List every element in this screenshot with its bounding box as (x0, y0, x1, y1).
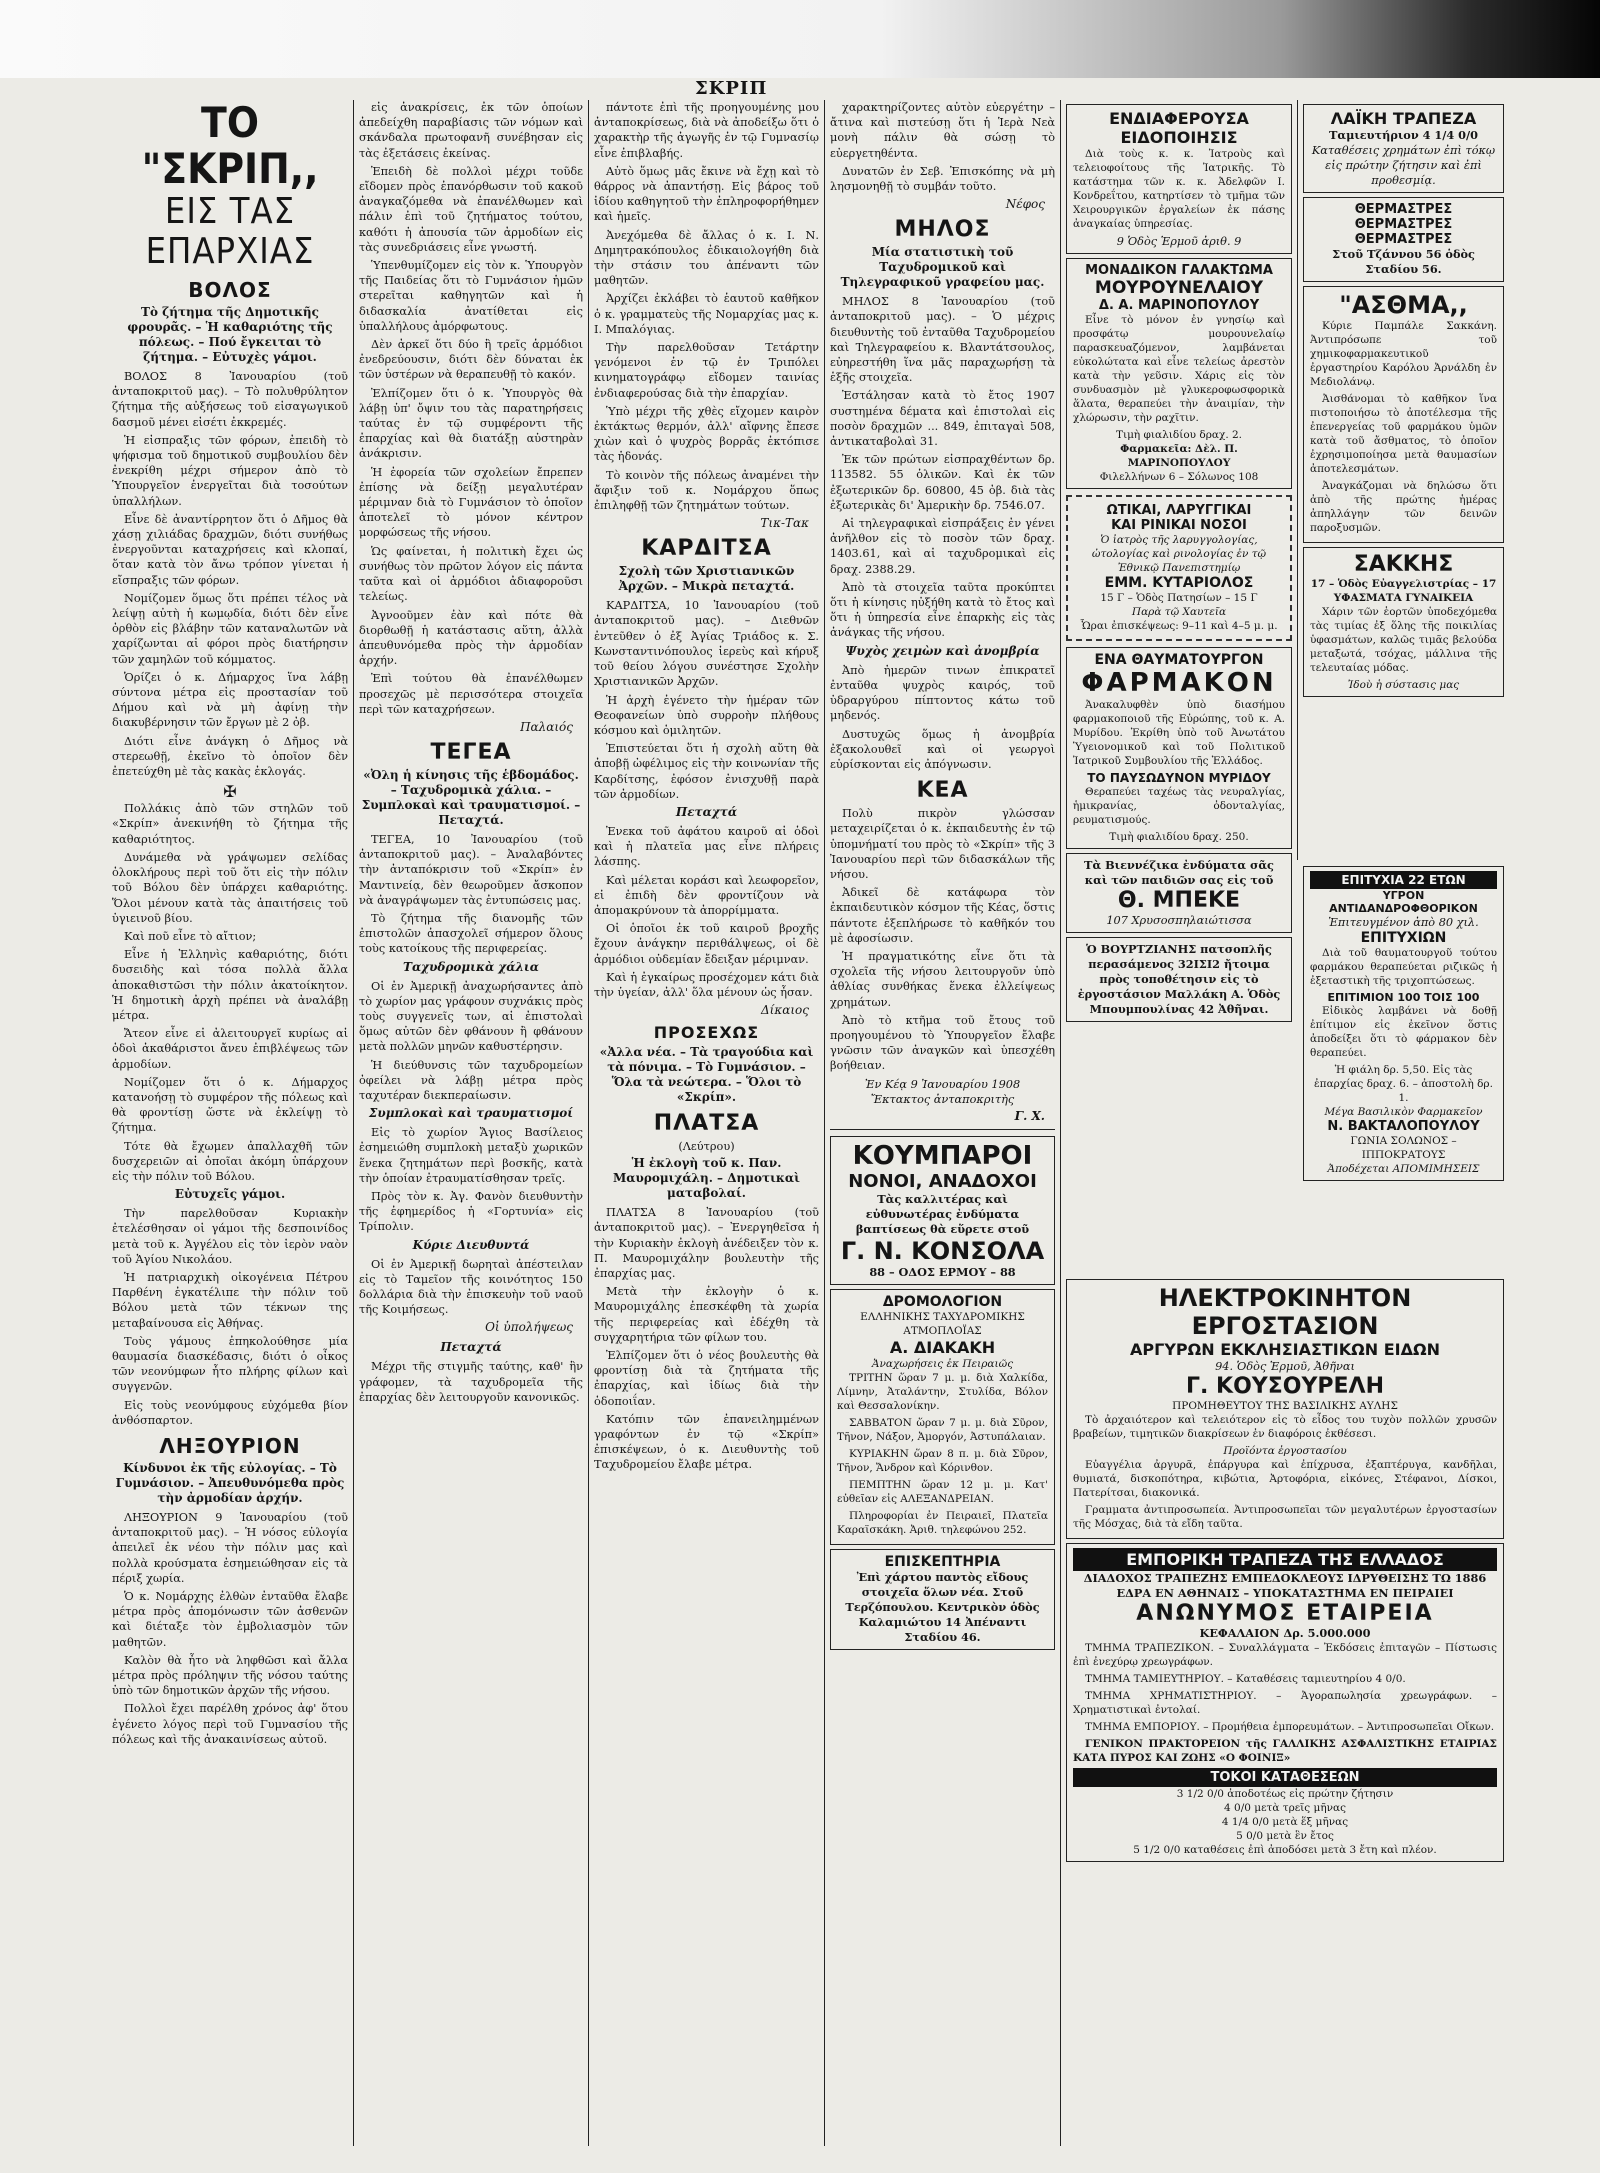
article-paragraph: Εἶνε ἡ Ἑλληνὶς καθαριότης, διότι δυσειδὴς καὶ τόσα πολλὰ ἄλλα ἀποκαθιστῶσι τὴν πόλιν ἀκατοίκητον. Ἡ δημοτικὴ ἀρχὴ πρέπει νὰ ἀναλάβῃ μέτρα. (112, 948, 348, 1022)
ad-hours: Ὧραι ἐπισκέψεως: 9–11 καὶ 4–5 μ. μ. (1080, 620, 1278, 632)
section-milos-subtitle: Μία στατιστικὴ τοῦ Ταχυδρομικοῦ καὶ Τηλεγραφικοῦ γραφείου μας. (840, 245, 1045, 290)
article-paragraph: πάντοτε ἐπὶ τῆς προηγουμένης μου ἀνταποκρίσεως, διὰ νὰ ἀποδείξω ὅτι ὁ χαρακτὴρ τῆς ἀγωγῆς ἐν τῷ Γυμνασίῳ εἶνε ἐπιβλαβής. (594, 101, 819, 160)
article-paragraph: Οἱ ἐν Ἀμερικῇ ἀναχωρήσαντες ἀπὸ τὸ χωρίον μας γράφουν συχνάκις πρὸς τοὺς συγγενεῖς των, αἱ ἐπιστολαὶ ὅμως αὐτῶν δὲν φθάνουν ἢ φθάνουν μετὰ πολλῶν μηνῶν καθυστέρησιν. (359, 979, 583, 1054)
ad-role: ΠΡΟΜΗΘΕΥΤΟΥ ΤΗΣ ΒΑΣΙΛΙΚΗΣ ΑΥΛΗΣ (1172, 1400, 1398, 1412)
scan-top-band (0, 0, 1600, 78)
ad-pharmacy: Μέγα Βασιλικὸν Φαρμακεῖον (1324, 1106, 1483, 1118)
section-volos-subtitle: Τὸ ζήτημα τῆς Δημοτικῆς φρουρᾶς. – Ἡ καθαριότης τῆς πόλεως. – Πού ἔγκειται τὸ ζήτημα. – Εὐτυχὲς γάμοι. (127, 305, 333, 364)
article-paragraph: Ἐπιστεύεται ὅτι ἡ σχολὴ αὕτη θὰ ἀποβῇ ὠφέλιμος εἰς τὴν κοινωνίαν τῆς Καρδίτσης, ἐφόσον ἐνισχυθῇ παρὰ τῶν ἀρμοδίων. (594, 742, 819, 801)
ad-title: ΘΕΡΜΑΣΤΡΕΣ ΘΕΡΜΑΣΤΡΕΣ (1354, 202, 1453, 232)
section-platsa: ΠΛΑΤΣΑ (653, 1111, 760, 1137)
article-paragraph: Κατόπιν τῶν ἐπανειλημμένων γραφόντων ἐν τῷ «Σκρίπ» ἐπισκέψεων, ὁ κ. Διευθυντὴς τοῦ Ταχυδρομείου ἔλαβε μέτρα. (594, 1412, 819, 1472)
article-paragraph: εἰς ἀνακρίσεις, ἐκ τῶν ὁποίων ἀπεδείχθη παραβίασις τῶν νόμων καὶ σκάνδαλα πρωτοφανῆ συνέβησαν εἰς τὰς ἐξετάσεις ἐκείνας. (359, 101, 583, 160)
ad-text: Γραμματα ἀντιπροσωπεία. Ἀντιπροσωπεῖαι τῶν μεγαλυτέρων ἐργοστασίων τῆς Μόσχας, διὰ τὰ εἴδη ταῦτα. (1073, 1504, 1497, 1530)
rate-line: 4 0/0 μετὰ τρεῖς μῆνας (1224, 1802, 1346, 1814)
article-paragraph: Καὶ μέλεται κοράσι καὶ λεωφορεῖον, εἰ ἐπιδὴ δὲν φροντίζουν νὰ ἀπομακρύνουν τὰ ἀπορρίμματα. (594, 873, 819, 917)
ad-title: ΚΑΙ ΡΙΝΙΚΑΙ ΝΟΣΟΙ (1111, 518, 1247, 533)
ad-text: Ἀναγκάζομαι νὰ δηλώσω ὅτι ἀπὸ τῆς πρώτης ἡμέρας ἀπηλλάγην τῶν δεινῶν παροξυσμῶν. (1310, 480, 1497, 534)
ad-type: ΑΝΩΝΥΜΟΣ ΕΤΑΙΡΕΙΑ (1136, 1601, 1434, 1626)
ad-price: Τιμὴ φιαλιδίου δραχ. 250. (1109, 831, 1249, 843)
section-lixourion: ΛΗΞΟΥΡΙΟΝ (159, 1434, 301, 1458)
article-paragraph: Ἀπὸ ἡμερῶν τινων ἐπικρατεῖ ἐνταῦθα ψυχρὸς καιρός, τοῦ ὑδραργύρου πίπτοντος κάτω τοῦ μηδενός. (830, 663, 1055, 723)
column-3 (594, 100, 819, 2146)
article-paragraph: Ἀδικεῖ δὲ κατάφωρα τὸν ἐκπαιδευτικὸν κόσμον τῆς Κέας, ὅστις πάντοτε ἐξεπλήρωσε τὸ καθῆκόν του μὲ ἀφοσίωσιν. (830, 886, 1055, 945)
article-paragraph: Ὑπενθυμίζομεν εἰς τὸν κ. Ὑπουργὸν τῆς Παιδείας ὅτι τὸ Γυμνάσιον ἡμῶν στερεῖται καθηγητῶν καὶ ἡ διδασκαλία ἀνατίθεται εἰς ὑπαλλήλους ἀμόρφωτους. (359, 259, 583, 333)
ad-pharmakon (1066, 647, 1292, 849)
newspaper-page (112, 100, 1504, 2146)
ad-address: Παρὰ τῷ Χαυτεῖα (1131, 606, 1227, 618)
article-paragraph: Τὸ ζήτημα τῆς διανομῆς τῶν ἐπιστολῶν ἀπασχολεῖ σήμερον ὅλους τοὺς κατοίκους τῆς περιφερείας. (359, 911, 583, 956)
column-1 (112, 100, 348, 2146)
ad-footer: Ἀποδέχεται ΑΠΟΜΙΜΗΣΕΙΣ (1327, 1163, 1480, 1175)
ad-name: Γ. ΚΟΥΣΟΥΡΕΛΗ (1186, 1374, 1384, 1399)
article-paragraph: Οἱ ἐν Ἀμερικῇ δωρηταὶ ἀπέστειλαν εἰς τὸ Ταμεῖον τῆς κοινότητος 150 δολλάρια διὰ τὴν ἐπισκευὴν τοῦ ναοῦ τῆς Κοιμήσεως. (359, 1257, 583, 1317)
ad-title: ΕΠΙΤΥΧΙΩΝ (1360, 930, 1447, 946)
ad-title: ΘΕΡΜΑΣΤΡΕΣ (1354, 232, 1453, 247)
rate-line: 5 0/0 μετὰ ἓν ἔτος (1236, 1830, 1334, 1842)
ad-text: Ἀνακαλυφθὲν ὑπὸ διασήμου φαρμακοποιοῦ τῆς Εὐρώπης, τοῦ κ. Α. Μυρίδου. Ἐκρίθη ὑπὸ τοῦ Ἀνωτάτου Ὑγειονομικοῦ καὶ τοῦ Πολιτικοῦ Ἰατρικοῦ Συμβουλίου τῆς Ἑλλάδος. (1073, 699, 1285, 767)
article-paragraph: Νομίζομεν ὅτι ὁ κ. Δήμαρχος κατανοήσῃ τὸ συμφέρον τῆς πόλεως καὶ θὰ φροντίσῃ ὥστε νὰ ἐκλείψῃ τὸ ζήτημα. (112, 1075, 348, 1135)
ad-title: ΚΟΥΜΠΑΡΟΙ (852, 1140, 1033, 1171)
rate-line: 3 1/2 0/0 ἀποδοτέως εἰς πρώτην ζήτησιν (1176, 1788, 1394, 1800)
ad-rates-title: ΤΟΚΟΙ ΚΑΤΑΘΕΣΕΩΝ (1073, 1768, 1497, 1787)
article-paragraph: Ὁρίζει ὁ κ. Δήμαρχος ἵνα λάβῃ σύντονα μέτρα εἰς προστασίαν τοῦ Δήμου καὶ νὰ μὴ ἀφίνῃ τὴν διακυβέρνησιν τῶν ἔργων μὲ 2 ὀβ. (112, 670, 348, 730)
article-paragraph: Ἐπειδὴ δὲ πολλοὶ μέχρι τοῦδε εἴδομεν πρὸς ἐπανόρθωσιν τοῦ κακοῦ ἀναγκαζόμεθα νὰ ἐπανέλθωμεν καὶ πάλιν ἐπὶ τοῦ ζητήματος τούτου, καθότι ἡ ἀπουσία τῶν ἀρμοδίων εἰς τὰς συνεδριάσεις εἶνε γνωστή. (359, 164, 583, 254)
article-paragraph: Καὶ ποῦ εἶνε τὸ αἴτιον; (124, 929, 257, 943)
ad-name: Ν. ΒΑΚΤΑΛΟΠΟΥΛΟΥ (1327, 1119, 1480, 1134)
article-paragraph: Πολὺ πικρὸν γλώσσαν μεταχειρίζεται ὁ κ. ἐκπαιδευτὴς ἐν τῷ ὑπομνήματί του πρὸς τὸ «Σκρίπ» τῆς 3 Ἰανουαρίου περὶ τῶν διδασκάλων τῆς νήσου. (830, 807, 1055, 881)
ad-subtitle: ΕΛΛΗΝΙΚΗΣ ΤΑΧΥΔΡΟΜΙΚΗΣ ΑΤΜΟΠΛΟΪΑΣ (860, 1310, 1025, 1337)
ad-text: Θεραπεύει ταχέως τὰς νευραλγίας, ἡμικρανίας, ὀδονταλγίας, ρευματισμούς. (1073, 786, 1285, 826)
article-paragraph: Ἀγνοοῦμεν ἐὰν καὶ πότε θὰ διορθωθῇ ἡ κατάστασις αὕτη, ἀλλὰ ἀπευθυνόμεθα πρὸς τὴν ἀρμοδίαν ἀρχήν. (359, 608, 583, 668)
article-paragraph: Διότι εἶνε ἀνάγκη ὁ Δῆμος νὰ στερεωθῇ, ἐκεῖνο τὸ ὁποῖον δὲν ἐπετεύχθη μὲ τὰς κακὰς ἐκλογάς. (112, 734, 348, 779)
section-volos: ΒΟΛΟΣ (188, 278, 272, 302)
column-4 (830, 100, 1055, 2146)
ad-address: 94. Ὁδὸς Ἑρμοῦ, Ἀθῆναι (1215, 1360, 1355, 1373)
column-rule (588, 100, 589, 2146)
article-paragraph: Νομίζομεν ὅμως ὅτι πρέπει τέλος νὰ λείψῃ αὐτὴ ἡ κωμῳδία, διότι δὲν εἶνε ὀρθὸν εἰς βλάβην τῶν καταναλωτῶν νὰ χαρίζωνται αἱ φόροι πρὸς διατήρησιν τῶν χαμηλῶν τοῦ κόμματος. (112, 591, 348, 666)
article-paragraph: Τὴν παρελθοῦσαν Κυριακὴν ἐτελέσθησαν οἱ γάμοι τῆς δεσποινίδος μετὰ τοῦ κ. Ἀγγέλου εἰς τὸν ἱερὸν ναὸν τοῦ Ἁγίου Νικολάου. (112, 1207, 348, 1266)
ad-title: ΩΤΙΚΑΙ, ΛΑΡΥΓΓΙΚΑΙ (1106, 503, 1252, 518)
ad-address: Στοῦ Τζάννου 56 ὁδὸς Σταδίου 56. (1332, 247, 1475, 276)
ad-text: Ὁ ἰατρὸς τῆς λαρυγγολογίας, ὠτολογίας καὶ ρινολογίας ἐν τῷ Ἐθνικῷ Πανεπιστημίῳ (1091, 534, 1267, 574)
article-signature: Γ. Χ. (1014, 1108, 1045, 1123)
ad-title: ΥΓΡΟΝ ΑΝΤΙΔΑΝΔΡΟΦΘΟΡΙΚΟΝ (1329, 889, 1478, 915)
article-paragraph: ΛΗΞΟΥΡΙΟΝ 9 Ἰανουαρίου (τοῦ ἀνταποκριτοῦ μας). – Ἡ νόσος εὐλογία ἀπειλεῖ ἐκ νέου τὴν πόλιν μας καὶ πολλὰ κρούσματα ἐσημειώθησαν εἰς τὰ πέριξ χωρία. (112, 1511, 348, 1585)
section-prosechos: ΠΡΟΣΕΧΩΣ (653, 1023, 760, 1043)
column-rule (353, 100, 354, 2146)
article-paragraph: ΜΗΛΟΣ 8 Ἰανουαρίου (τοῦ ἀνταποκριτοῦ μας). – Ὁ μέχρις διευθυντὴς τοῦ ἐνταῦθα Ταχυδρομείου καὶ Τηλεγραφείου κ. Βλαντάτσουλος, εὐηρεστήθη ἵνα μᾶς παραχωρήσῃ τὰ ἑξῆς στοιχεῖα. (830, 295, 1055, 385)
ad-title: ΛΑΪΚΗ ΤΡΑΠΕΖΑ (1330, 109, 1477, 128)
ad-asthma (1303, 286, 1504, 543)
rate-line: 5 1/2 0/0 καταθέσεις ἐπὶ ἀποδόσει μετὰ 3 ἔτη καὶ πλέον. (1133, 1844, 1437, 1856)
ad-marinopoulou (1066, 258, 1292, 489)
article-signature: Παλαιός (520, 719, 573, 734)
timetable-entry: Πληροφορίαι ἐν Πειραιεῖ, Πλατεῖα Καραϊσκάκη. Ἀριθ. τηλεφώνου 252. (837, 1509, 1048, 1536)
subheading: Ψυχὸς χειμὼν καὶ ἀνομβρία (845, 643, 1040, 658)
ad-text: Ὁ ΒΟΥΡΤΖΙΑΝΗΣ πατσοπλῆς περασάμενος 32ΙΣΙ2 ἤτοιμα πρὸς τοποθέτησιν εἰς τὸ ἐργοστάσιον Μαλλάκη Α. Ὁδὸς Μπουμπουλίνας 42 Ἀθῆναι. (1077, 942, 1281, 1016)
article-paragraph: ΤΕΓΕΑ, 10 Ἰανουαρίου (τοῦ ἀνταποκριτοῦ μας). – Ἀναλαβόντες τὴν ἀνταπόκρισιν τοῦ «Σκρίπ» ἐν Μαντινείᾳ, δὲν θεωροῦμεν ἄσκοπον νὰ ἀναγράψωμεν τὰς ἐντυπώσεις μας. (359, 832, 583, 907)
ad-list-title: Προϊόντα ἐργοστασίου (1223, 1445, 1347, 1457)
ad-laiki-trapeza (1303, 104, 1504, 193)
page-subtitle: ΕΙΣ ΤΑΣ ΕΠΑΡΧΙΑΣ (145, 191, 315, 272)
article-dateline: Ἐν Κέᾳ 9 Ἰανουαρίου 1908 (864, 1077, 1021, 1091)
timetable-entry: ΤΡΙΤΗΝ ὥραν 7 μ. μ. διὰ Χαλκίδα, Λίμνην, Ἀταλάντην, Στυλίδα, Βόλον καὶ Θεσσαλονίκην. (837, 1371, 1048, 1412)
ad-diakaki-timetable (830, 1289, 1055, 1545)
ad-text: Εἰδικὸς λαμβάνει νὰ δοθῇ ἐπίτιμον εἰς ἐκεῖνον ὅστις ἀποδείξει ὅτι τὸ φάρμακον δὲν θεραπεύει. (1310, 1005, 1497, 1059)
column-6 (1303, 100, 1504, 860)
article-paragraph: Τοὺς γάμους ἐπηκολούθησε μία θαυμασία διασκέδασις, διότι ὁ οἶκος τῶν νεονύμφων ἦτο πλήρης φίλων καὶ συγγενῶν. (112, 1334, 348, 1394)
subheading: Πεταχτά (675, 804, 738, 819)
ad-title: ΣΑΚΚΗΣ (1353, 552, 1454, 577)
article-paragraph: χαρακτηρίζοντες αὐτὸν εὐεργέτην – ἄτινα καὶ πιστεύσῃ ὅτι ἡ Ἱερὰ Νεὰ μονὴ πάλιν θὰ σώσῃ τὸ εὐεργετηθέντα. (830, 101, 1055, 160)
ad-address: 15 Γ – Ὁδὸς Πατησίων – 15 Γ (1100, 592, 1258, 604)
article-paragraph: Δυνάμεθα νὰ γράψωμεν σελίδας ὁλοκλήρους περὶ τοῦ ὅτι εἰς τὴν πόλιν τοῦ Βόλου δὲν ὑπάρχει καθαριότης. Ὅλοι μένουν κατὰ τὰς ἀπαιτήσεις τοῦ ὑγιεινοῦ βίου. (112, 850, 348, 925)
article-paragraph: Ἐπὶ τούτου θὰ ἐπανέλθωμεν προσεχῶς μὲ περισσότερα στοιχεῖα περὶ τῶν καταχρήσεων. (359, 672, 583, 716)
ad-text: Εὐαγγέλια ἀργυρᾶ, ἐπάργυρα καὶ ἐπίχρυσα, ἐξαπτέρυγα, κανδῆλαι, θυμιατά, δισκοπότηρα, κιβώτια, Ἀρτοφόρια, εἰκόνες, Στέφανοι, Δίσκοι, Πατερίτσαι, διακονικά. (1073, 1459, 1497, 1499)
subheading: Ταχυδρομικὰ χάλια (403, 959, 539, 974)
ad-sakkis (1303, 547, 1504, 697)
ad-capital: ΚΕΦΑΛΑΙΟΝ Δρ. 5.000.000 (1199, 1626, 1371, 1640)
article-paragraph: Δυστυχῶς ὅμως ἡ ἀνομβρία ἐξακολουθεῖ καὶ οἱ γεωργοὶ εὑρίσκονται εἰς ἀπόγνωσιν. (830, 727, 1055, 771)
ad-text: Ἐπὶ χάρτου παντὸς εἴδους στοιχεῖα ὅλων νέα. Στοῦ Τερζόπουλου. Κεντρικὸν ὁδὸς Καλαμιώτου 14 Ἀπέναντι Σταδίου 46. (845, 1569, 1040, 1644)
section-lixourion-subtitle: Κίνδυνοι ἐκ τῆς εὐλογίας. – Τὸ Γυμνάσιον. – Ἀπευθυνόμεθα πρὸς τὴν ἀρμοδίαν ἀρχήν. (115, 1461, 345, 1505)
section-kea: ΚΕΑ (916, 778, 969, 804)
ad-text: ΤΜΗΜΑ ΧΡΗΜΑΤΙΣΤΗΡΙΟΥ. – Ἀγοραπωλησία χρεωγράφων. – Χρηματιστικαὶ ἐντολαί. (1073, 1690, 1497, 1716)
article-paragraph: Ἀρχίζει ἐκλάβει τὸ ἑαυτοῦ καθῆκον ὁ κ. γραμματεὺς τῆς Νομαρχίας μας κ. Ι. Μπαλόγιας. (594, 292, 819, 336)
column-rule (1297, 100, 1298, 860)
ad-price: Τιμὴ φιαλιδίου δραχ. 2. (1115, 429, 1243, 441)
ad-text: Χάριν τῶν ἑορτῶν ὑποδεχόμεθα τὰς τιμίας ἐξ ὅλης τῆς ποικιλίας ὑφασμάτων, καλῶς τιμᾶς βελούδα μεταξωτά, τσόχας, μάλλινα τῆς τελευταίας μόδας. (1310, 606, 1497, 674)
ad-subtitle: 17 – Ὁδὸς Εὐαγγελιστρίας – 17 (1310, 578, 1497, 590)
ad-endiaferousa (1066, 104, 1292, 254)
timetable-entry: ΚΥΡΙΑΚΗΝ ὥραν 8 π. μ. διὰ Σῦρον, Τῆνον, Ἄνδρον καὶ Κόρινθον. (837, 1447, 1048, 1474)
timetable-entry: ΠΕΜΠΤΗΝ ὥραν 12 μ. μ. Κατ' εὐθεῖαν εἰς ΑΛΕΞΑΝΔΡΕΙΑΝ. (837, 1478, 1048, 1505)
ornament-divider: ✠ (223, 782, 237, 802)
ad-title: ΕΠΙΤΥΧΙΑ 22 ΕΤΩΝ (1310, 871, 1497, 889)
article-paragraph: Ἡ ἀρχὴ ἐγένετο τὴν ἡμέραν τῶν Θεοφανείων ὑπὸ συρροὴν πλήθους κόσμου καὶ ὁμιλητῶν. (594, 693, 819, 737)
article-paragraph: Μέχρι τῆς στιγμῆς ταύτης, καθ' ἣν γράφομεν, τὰ ταχυδρομεῖα τῆς ἐπαρχίας δὲν λειτουργοῦν κανονικῶς. (359, 1360, 583, 1404)
article-paragraph: Μετὰ τὴν ἐκλογὴν ὁ κ. Μαυρομιχάλης ἐπεσκέφθη τὰ χωρία τῆς περιφερείας καὶ ἐδέχθη τὰ συγχαρητήρια τῶν φίλων του. (594, 1285, 819, 1344)
article-paragraph: Ἀπὸ τὰ στοιχεῖα ταῦτα προκύπτει ὅτι ἡ κίνησις ηὐξήθη κατὰ τὸ ἔτος καὶ ὅτι ἡ ὑπηρεσία εἶνε ἐπαρκὴς εἰς τὰς ἀνάγκας τῆς νήσου. (830, 580, 1055, 640)
ad-text: ΤΜΗΜΑ ΤΡΑΠΕΖΙΚΟΝ. – Συναλλάγματα – Ἐκδόσεις ἐπιταγῶν – Πίστωσις ἐπὶ ἐνεχύρῳ χρεωγράφων. (1073, 1642, 1497, 1668)
ad-address: 107 Χρυσοσπηλαιώτισσα (1106, 914, 1252, 927)
article-paragraph: Εἰς τοὺς νεονύμφους εὐχόμεθα βίον ἀνθόσπαρτον. (112, 1398, 348, 1427)
section-milos: ΜΗΛΟΣ (894, 217, 991, 243)
ad-emporiki-trapeza (1066, 1543, 1504, 1862)
subheading: Πεταχτά (440, 1340, 502, 1355)
ad-footer: Ἰδοὺ ἡ σύστασις μας (1347, 679, 1460, 691)
article-paragraph: Ἐστάλησαν κατὰ τὸ ἔτος 1907 συστημένα δέματα καὶ ἐπιστολαὶ εἰς ποσὸν δραχμῶν ... 849, ἐπιταγαὶ 508, ἀντικαταβολαὶ 31. (830, 389, 1055, 449)
article-paragraph: Ἐκ τῶν πρώτων εἰσπραχθέντων δρ. 113582. 55 ὁλικῶν. Καὶ ἐκ τῶν ἐξωτερικῶν δρ. 60800, 45 ὀβ. διὰ τὰς ἐξωτερικὰς δι' Ἀμερικὴν δρ. 7546.07. (830, 453, 1055, 512)
ad-text: Διὰ τοὺς κ. κ. Ἰατροὺς καὶ τελειοφοίτους τῆς Ἰατρικῆς. Τὸ κατάστημα τῶν κ. κ. Ἀδελφῶν Ι. Κονδρεΐτου, κατηρτίσεν τὸ τμῆμα τῶν Χειρουργικῶν ἐργαλείων ἐκ πάσης ἀναγκαίας ὑπηρεσίας. (1073, 148, 1285, 230)
article-paragraph: Ἡ πραγματικότης εἶνε ὅτι τὰ σχολεῖα τῆς νήσου λειτουργοῦν ὑπὸ ἀθλίας συνθήκας ἕνεκα ἐλλείψεως χρημάτων. (830, 949, 1055, 1009)
subheading: Εὐτυχεῖς γάμοι. (174, 1187, 286, 1202)
ad-title: ΗΛΕΚΤΡΟΚΙΝΗΤΟΝ ΕΡΓΟΣΤΑΣΙΟΝ (1158, 1284, 1412, 1340)
article-signature: Οἱ ὑπολήψεως (485, 1320, 573, 1335)
ad-subtitle: ΔΙΑΔΟΧΟΣ ΤΡΑΠΕΖΗΣ ΕΜΠΕΔΟΚΛΕΟΥΣ ΙΔΡΥΘΕΙΣΗΣ ΤΩ 1886 (1083, 1571, 1487, 1585)
article-paragraph: Δὲν ἀρκεῖ ὅτι δύο ἢ τρεῖς ἁρμόδιοι ἐνεδρεύουσιν, διότι δὲν δύναται ἐκ τῶν ὑστέρων νὰ θεραπευθῇ τὸ κακόν. (359, 338, 583, 382)
article-paragraph: Ἐνεκα τοῦ ἀφάτου καιροῦ αἱ ὁδοὶ καὶ ἡ πλατεῖα μας εἶνε πλήρεις λάσπης. (594, 824, 819, 869)
article-signature: Δίκαιος (761, 1003, 809, 1018)
article-paragraph: Ἐλπίζομεν ὅτι ὁ κ. Ὑπουργὸς θὰ λάβῃ ὑπ' ὄψιν του τὰς παρατηρήσεις ταύτας ἐν τῷ συμφέροντι τῆς ἐπαρχίας καὶ θὰ διατάξῃ αὐστηρὰν ἀνάκρισιν. (359, 386, 583, 461)
column-rule (1060, 100, 1061, 2146)
ad-text: ΤΜΗΜΑ ΕΜΠΟΡΙΟΥ. – Προμήθεια ἐμπορευμάτων. – Ἀντιπροσωπεῖαι Οἴκων. (1085, 1721, 1495, 1733)
article-paragraph: Ἡ εἰσπραξις τῶν φόρων, ἐπειδὴ τὸ ψήφισμα τοῦ δημοτικοῦ συμβουλίου δὲν ἐνεκρίθη μέχρι σήμερον ἀπὸ τὸ Ὑπουργεῖον ἐνεργεῖται διὰ τοσούτων ὑπαλλήλων. (112, 433, 348, 508)
prosechos-text: «Ἀλλα νέα. – Τὰ τραγούδια καὶ τὰ πόνιμα. – Τὸ Γυμνάσιον. – Ὅλα τὰ νεώτερα. – Ὅλοι τὸ «Σκρίπ». (599, 1045, 814, 1105)
article-signature: Νέφος (1005, 197, 1045, 212)
article-paragraph: Αὐτὸ ὅμως μᾶς ἔκινε νὰ ἔχῃ καὶ τὸ θάρρος νὰ ἀπαντήσῃ. Εἰς βάρος τοῦ ἰδίου καθηγητοῦ τὴν ἐπληροφορήθημεν καὶ ἡμεῖς. (594, 164, 819, 224)
article-paragraph: Καλὸν θὰ ἦτο νὰ ληφθῶσι καὶ ἄλλα μέτρα πρὸς πρόληψιν τῆς νόσου ταύτης ὑπὸ τῶν δημοτικῶν ἀρχῶν τῆς νήσου. (112, 1653, 348, 1698)
ad-price: Ἡ φιάλη δρ. 5,50. Εἰς τὰς ἐπαρχίας δραχ. 6. – ἀποστολὴ δρ. 1. (1314, 1064, 1493, 1104)
subheading: Κύριε Διευθυντά (412, 1237, 530, 1252)
article-paragraph: Πολλάκις ἀπὸ τῶν στηλῶν τοῦ «Σκρίπ» ἀνεκινήθη τὸ ζήτημα τῆς καθαριότητος. (112, 802, 348, 846)
ad-title: "ΑΣΘΜΑ,, (1339, 291, 1468, 319)
article-signature: Τικ-Τακ (760, 516, 809, 531)
column-2 (359, 100, 583, 2146)
article-paragraph: Πρὸς τὸν κ. Ἀγ. Φανὸν διευθυντὴν τῆς ἐφημερίδος ἡ «Γορτυνία» εἰς Τρίπολιν. (359, 1189, 583, 1234)
ad-text: Εἶνε τὸ μόνον ἐν γνησίῳ καὶ προσφάτῳ μουρουνελαίῳ παρασκευαζόμενον, λαμβάνεται εὐκολώτατα καὶ εἶνε τελείως ἀρεστὸν κατὰ τὴν γεῦσιν. Χάρις εἰς τὸν συνδυασμὸν μὲ γλυκεροφωσφορικὰ ἅλατα, θεραπεύει τὴν ἀναιμίαν, τὴν χλώρωσιν, τὴν ραχῖτιν. (1073, 314, 1285, 424)
section-platsa-subtitle: Ἡ ἐκλογὴ τοῦ κ. Παν. Μαυρομιχάλη. – Δημοτικαὶ ματαβολαί. (613, 1156, 800, 1201)
ad-name: ΤΟ ΠΑΥΣΩΔΥΝΟΝ ΜΥΡΙΔΟΥ (1087, 771, 1271, 785)
ad-name: Γ. Ν. ΚΟΝΣΟΛΑ (840, 1236, 1045, 1265)
article-paragraph: ΚΑΡΔΙΤΣΑ, 10 Ἰανουαρίου (τοῦ ἀνταποκριτοῦ μας). – Διεθνῶν ἐντεῦθεν ὁ ἐξ Ἀγίας Τριάδος κ. Σ. Κωνσταντινόπουλος ἱερεὺς καὶ κήρυξ τοῦ θείου λόγου συνέστησε Σχολὴν Χριστιανικῶν Ἀρχῶν. (594, 599, 819, 689)
article-dateline: Ἔκτακτος ἀνταποκριτὴς (870, 1092, 1015, 1106)
article-paragraph: Ὑπὸ μέχρι τῆς χθὲς εἴχομεν καιρὸν ἐκτάκτως θερμόν, ἀλλ' αἴφνης ἔπεσε χιὼν καὶ ὁ ψυχρὸς βορρᾶς ἐκτόπισε τὰς ἡδονάς. (594, 404, 819, 464)
article-paragraph: Οἱ ὁποῖοι ἐκ τοῦ καιροῦ βροχῆς ἔχουν ἀνάγκην περιθάλψεως, οἱ δὲ ἀρμόδιοι οὐδεμίαν ἔδειξαν μέριμναν. (594, 922, 819, 966)
article-paragraph: Ἄτεον εἶνε εἰ ἀλειτουργεῖ κυρίως αἱ ὁδοὶ ἀκαθάριστοι ἄνευ ἐπιβλέψεως τῶν ἀρμοδίων. (112, 1027, 348, 1071)
article-paragraph: Αἱ τηλεγραφικαὶ εἰσπράξεις ἐν γένει ἀνῆλθον εἰς τὸ ποσὸν τῶν δραχ. 1403.61, καὶ αἱ ταχυδρομικαὶ εἰς δραχ. 2388.29. (830, 517, 1055, 576)
masthead: ΣΚΡΙΠ (695, 78, 768, 99)
timetable-entry: ΣΑΒΒΑΤΟΝ ὥραν 7 μ. μ. διὰ Σῦρον, Τῆνον, Νάξον, Ἀμοργόν, Ἀστυπάλαιαν. (837, 1416, 1048, 1443)
ad-address: ΓΩΝΙΑ ΣΟΛΩΝΟΣ – ΙΠΠΟΚΡΑΤΟΥΣ (1350, 1135, 1457, 1161)
rate-line: 4 1/4 0/0 μετὰ ἕξ μῆνας (1221, 1816, 1349, 1828)
ad-title: ΕΝΑ ΘΑΥΜΑΤΟΥΡΓΟΝ (1094, 652, 1264, 668)
ad-title: ΔΡΟΜΟΛΟΓΙΟΝ (882, 1293, 1003, 1310)
ad-name: ΕΜΜ. ΚΥΤΑΡΙΟΛΟΣ (1104, 575, 1254, 591)
ad-subtitle: ΥΦΑΣΜΑΤΑ ΓΥΝΑΙΚΕΙΑ (1333, 592, 1474, 604)
ad-episkeptiria (830, 1549, 1055, 1650)
section-tegea-subtitle: «Ὀλη ἡ κίνησις τῆς ἑβδομάδος. – Ταχυδρομικὰ χάλια. – Συμπλοκαὶ καὶ τραυματισμοί. – Πεταχτά. (361, 767, 581, 827)
article-paragraph: Εἶνε δὲ ἀναντίρρητον ὅτι ὁ Δῆμος θὰ χάσῃ χιλιάδας δραχμῶν, διότι συνήθως ἐνεργοῦνται καταχρήσεις καὶ κλοπαί, ὅταν κατὰ τὸν ἄνω τρόπον γίνεται ἡ εἴσπραξις τῶν φόρων. (112, 512, 348, 587)
section-karditsa: ΚΑΡΔΙΤΣΑ (641, 536, 772, 562)
ad-title: ΕΝΔΙΑΦΕΡΟΥΣΑ ΕΙΔΟΠΟΙΗΣΙΣ (1109, 109, 1249, 147)
article-paragraph: Τὸ κοινὸν τῆς πόλεως ἀναμένει τὴν ἄφιξιν τοῦ κ. Νομάρχου ὅπως ἐπιληφθῇ τῶν ζητημάτων τούτων. (594, 468, 819, 513)
article-paragraph: Πολλοὶ ἔχει παρέλθη χρόνος ἀφ' ὅτου ἐγένετο λόγος περὶ τοῦ Γυμνασίου τῆς πόλεως καὶ τῆς ἀνακαινίσεως αὐτοῦ. (112, 1702, 348, 1746)
ad-subtitle: ΕΔΡΑ ΕΝ ΑΘΗΝΑΙΣ – ΥΠΟΚΑΤΑΣΤΗΜΑ ΕΝ ΠΕΙΡΑΙΕΙ (1116, 1586, 1454, 1600)
section-platsa-note: (Λεύτρου) (678, 1140, 735, 1154)
article-paragraph: Ὡς φαίνεται, ἡ πολιτικὴ ἔχει ὡς συνήθως τὸν πρῶτον λόγον εἰς πάντα ταῦτα καὶ οἱ ἀρμόδιοι ἀδιαφοροῦσι τελείως. (359, 544, 583, 604)
ad-vaktalopoulou (1303, 866, 1504, 1181)
section-tegea: ΤΕΓΕΑ (430, 739, 512, 765)
ad-pharmacy: Φαρμακεῖα: Δὲλ. Π. ΜΑΡΙΝΟΠΟΥΛΟΥ (1120, 443, 1238, 469)
ad-address: Φιλελλήνων 6 – Σόλωνος 108 (1099, 471, 1259, 483)
ad-text: Καταθέσεις χρημάτων ἐπὶ τόκῳ εἰς πρώτην ζήτησιν καὶ ἐπὶ προθεσμίᾳ. (1311, 144, 1496, 187)
ad-title: ΝΟΝΟΙ, ΑΝΑΔΟΧΟΙ (848, 1170, 1037, 1192)
ad-name: Θ. ΜΠΕΚΕ (1117, 888, 1241, 913)
article-paragraph: Ἡ πατριαρχικὴ οἰκογένεια Πέτρου Παρθένη ἐγκατέλιπε τὴν πόλιν τοῦ Βόλου μετὰ τῶν τέκνων της μεταβαίνουσα εἰς Ἀθήνας. (112, 1270, 348, 1330)
ad-text: Κύριε Παμπάλε Σακκάνη. Ἀντιπρόσωπε τοῦ χημικοφαρμακευτικοῦ ἐργαστηρίου Καρόλου Ἀρνάλδη ἐν Μεδιολάνῳ. (1310, 320, 1497, 388)
ad-name: Δ. Α. ΜΑΡΙΝΟΠΟΥΛΟΥ (1098, 298, 1260, 313)
ad-text: ΓΕΝΙΚΟΝ ΠΡΑΚΤΟΡΕΙΟΝ τῆς ΓΑΛΛΙΚΗΣ ΑΣΦΑΛΙΣΤΙΚΗΣ ΕΤΑΙΡΙΑΣ ΚΑΤΑ ΠΥΡΟΣ ΚΑΙ ΖΩΗΣ «Ο ΦΟΙΝΙΞ» (1073, 1738, 1497, 1764)
ad-title: ΕΠΙΣΚΕΠΤΗΡΙΑ (884, 1553, 1001, 1570)
article-paragraph: ΠΛΑΤΣΑ 8 Ἰανουαρίου (τοῦ ἀνταποκριτοῦ μας). – Ἐνεργηθεῖσα ἡ τὴν Κυριακὴν ἐκλογὴ ἀνέδειξεν τὸν κ. Π. Μαυρομιχάλην βουλευτὴν τῆς ἐπαρχίας μας. (594, 1206, 819, 1280)
ad-konsola (830, 1136, 1055, 1285)
article-paragraph: Δυνατῶν ἐν Σεβ. Ἐπισκόπης νὰ μὴ λησμονηθῇ τὸ συμβάν τοῦτο. (830, 164, 1055, 194)
ad-kousoureli (1066, 1279, 1504, 1539)
ad-text: Τὰ Βιεννέζικα ἐνδύματα σᾶς καὶ τῶν παιδιῶν σας εἰς τοῦ (1084, 858, 1274, 887)
ad-text: Διὰ τοῦ θαυματουργοῦ τούτου φαρμάκου θεραπεύεται ριζικῶς ἡ ἐξεταστικὴ τῆς τριχοπτώσεως. (1310, 947, 1497, 987)
ad-address: 88 – ΟΔΟΣ ΕΡΜΟΥ – 88 (869, 1264, 1016, 1279)
article-paragraph: Εἰς τὸ χωρίον Ἄγιος Βασίλειος ἐσημειώθη συμπλοκὴ μεταξὺ χωρικῶν ἕνεκα ζητημάτων περὶ βοσκῆς, κατὰ τὴν ὁποίαν ἐτραυματίσθησαν τρεῖς. (359, 1126, 583, 1185)
article-paragraph: Ὁ κ. Νομάρχης ἐλθὼν ἐνταῦθα ἔλαβε μέτρα πρὸς ἀπομόνωσιν τῶν ἀσθενῶν καὶ διέταξε τὸν ἐμβολιασμὸν τῶν μαθητῶν. (112, 1590, 348, 1649)
ad-title: ΜΟΥΡΟΥΝΕΛΑΙΟΥ (1094, 278, 1264, 298)
ad-vourtzianis (1066, 937, 1292, 1022)
article-paragraph: ΒΟΛΟΣ 8 Ἰανουαρίου (τοῦ ἀνταποκριτοῦ μας). – Τὸ πολυθρύλητον ζήτημα τῆς αὐξήσεως τοῦ εἰσαγωγικοῦ δασμοῦ μένει εἰσέτι ἐκκρεμές. (112, 370, 348, 429)
column-rule (824, 100, 825, 2146)
ad-name: Α. ΔΙΑΚΑΚΗ (889, 1337, 996, 1357)
ad-text: Τὰς καλλιτέρας καὶ εὐθυνωτέρας ἐνδύματα βαπτίσεως θὰ εὕρετε στοῦ (855, 1191, 1030, 1236)
ad-mpeke (1066, 853, 1292, 933)
subheading: Συμπλοκαὶ καὶ τραυματισμοί (368, 1106, 574, 1121)
wide-ads-area (1066, 1275, 1504, 2146)
ad-subtitle: ΑΡΓΥΡΩΝ ΕΚΚΛΗΣΙΑΣΤΙΚΩΝ ΕΙΔΩΝ (1130, 1340, 1440, 1359)
article-paragraph: Ἡ διεύθυνσις τῶν ταχυδρομείων ὀφείλει νὰ λάβῃ μέτρα πρὸς ταχυτέραν διεκπεραίωσιν. (359, 1058, 583, 1102)
column-6-middle (1303, 862, 1504, 1272)
ad-title: ΦΑΡΜΑΚΟΝ (1081, 668, 1277, 698)
ad-subtitle: Ταμιευτήριον 4 1/4 0/0 (1328, 128, 1479, 142)
article-paragraph: Ἐλπίζομεν ὅτι ὁ νέος βουλευτὴς θὰ φροντίσῃ διὰ τὰ ζητήματα τῆς ἐπαρχίας, καὶ ἰδίως διὰ τὴν ὁδοποιΐαν. (594, 1348, 819, 1408)
article-paragraph: Καὶ ἡ ἐγκαίρως προσέχομεν κάτι διὰ τὴν ὑγείαν, ἀλλ' ὅλα μένουν ὡς ἦσαν. (594, 970, 819, 999)
ad-subtitle: Ἐπιτευγμένον ἀπὸ 80 χιλ. (1328, 916, 1479, 929)
ad-title: ΕΜΠΟΡΙΚΗ ΤΡΑΠΕΖΑ ΤΗΣ ΕΛΛΑΔΟΣ (1073, 1548, 1497, 1571)
ad-address: 9 Ὁδὸς Ἑρμοῦ ἀριθ. 9 (1116, 235, 1242, 248)
ad-guarantee: ΕΠΙΤΙΜΙΟΝ 100 ΤΟΙΣ 100 (1327, 991, 1480, 1004)
article-paragraph: Ἡ ἐφορεία τῶν σχολείων ἔπρεπεν ἐπίσης νὰ δείξῃ μεγαλυτέραν μέριμναν διὰ τὸ Γυμνάσιον τὸ ὁποῖον ἀποτελεῖ τὸ μόνον κέντρον μορφώσεως τῆς νήσου. (359, 465, 583, 540)
ad-text: Τὸ ἀρχαιότερον καὶ τελειότερον εἰς τὸ εἶδος του τυχὸν πολλῶν χρυσῶν βραβείων, τιμητικῶν διακρίσεων ἐν διαφόροις ἐκθέσεσι. (1073, 1414, 1497, 1440)
article-paragraph: Ἀπὸ τὸ κτῆμα τοῦ ἔτους τοῦ προηγουμένου τὸ Ὑπουργεῖον ἔλαβε γνῶσιν τῶν ἀναγκῶν καὶ ὑπεσχέθη βοήθειαν. (830, 1013, 1055, 1073)
article-paragraph: Ἀνεχόμεθα δὲ ἄλλας ὁ κ. Ι. Ν. Δημητρακόπουλος ἐδικαιολογήθη διὰ τὴν στάσιν του ἀπέναντι τῶν μαθητῶν. (594, 228, 819, 288)
article-paragraph: Τὴν παρελθοῦσαν Τετάρτην γενόμενοι ἐν τῷ ἐν Τριπόλει κινηματογράφῳ εἴδομεν ταινίας ἐνδιαφερούσας διὰ τὴν ἐπαρχίαν. (594, 341, 819, 400)
divider (830, 1129, 1055, 1130)
article-paragraph: Τότε θὰ ἔχωμεν ἀπαλλαχθῆ τῶν δυσχερειῶν αἱ ὁποῖαι ἀκόμη ὑπάρχουν εἰς τὴν πόλιν τοῦ Βόλου. (112, 1139, 348, 1183)
ad-title: ΜΟΝΑΔΙΚΟΝ ΓΑΛΑΚΤΩΜΑ (1085, 263, 1273, 278)
ad-text: ΤΜΗΜΑ ΤΑΜΙΕΥΤΗΡΙΟΥ. – Καταθέσεις ταμιευτηρίου 4 0/0. (1085, 1673, 1406, 1685)
ad-subtitle: Ἀναχωρήσεις ἐκ Πειραιῶς (871, 1357, 1014, 1370)
ad-kytariolos (1066, 495, 1292, 641)
ad-text: Ἀισθάνομαι τὸ καθῆκον ἵνα πιστοποιήσω τὸ ἀποτέλεσμα τῆς ἐπενεργείας τοῦ φαρμάκου ὑμῶν κατὰ τοῦ ἄσθματος, τὸ ὁποῖον ἐχρησιμοποίησα μετὰ θαυμασίων ἀποτελεσμάτων. (1310, 393, 1497, 475)
section-karditsa-subtitle: Σχολὴ τῶν Χριστιανικῶν Ἀρχῶν. – Μικρὰ πεταχτά. (618, 564, 795, 594)
ad-thermastres (1303, 197, 1504, 282)
page-title: ΤΟ "ΣΚΡΙΠ,, (141, 100, 319, 193)
